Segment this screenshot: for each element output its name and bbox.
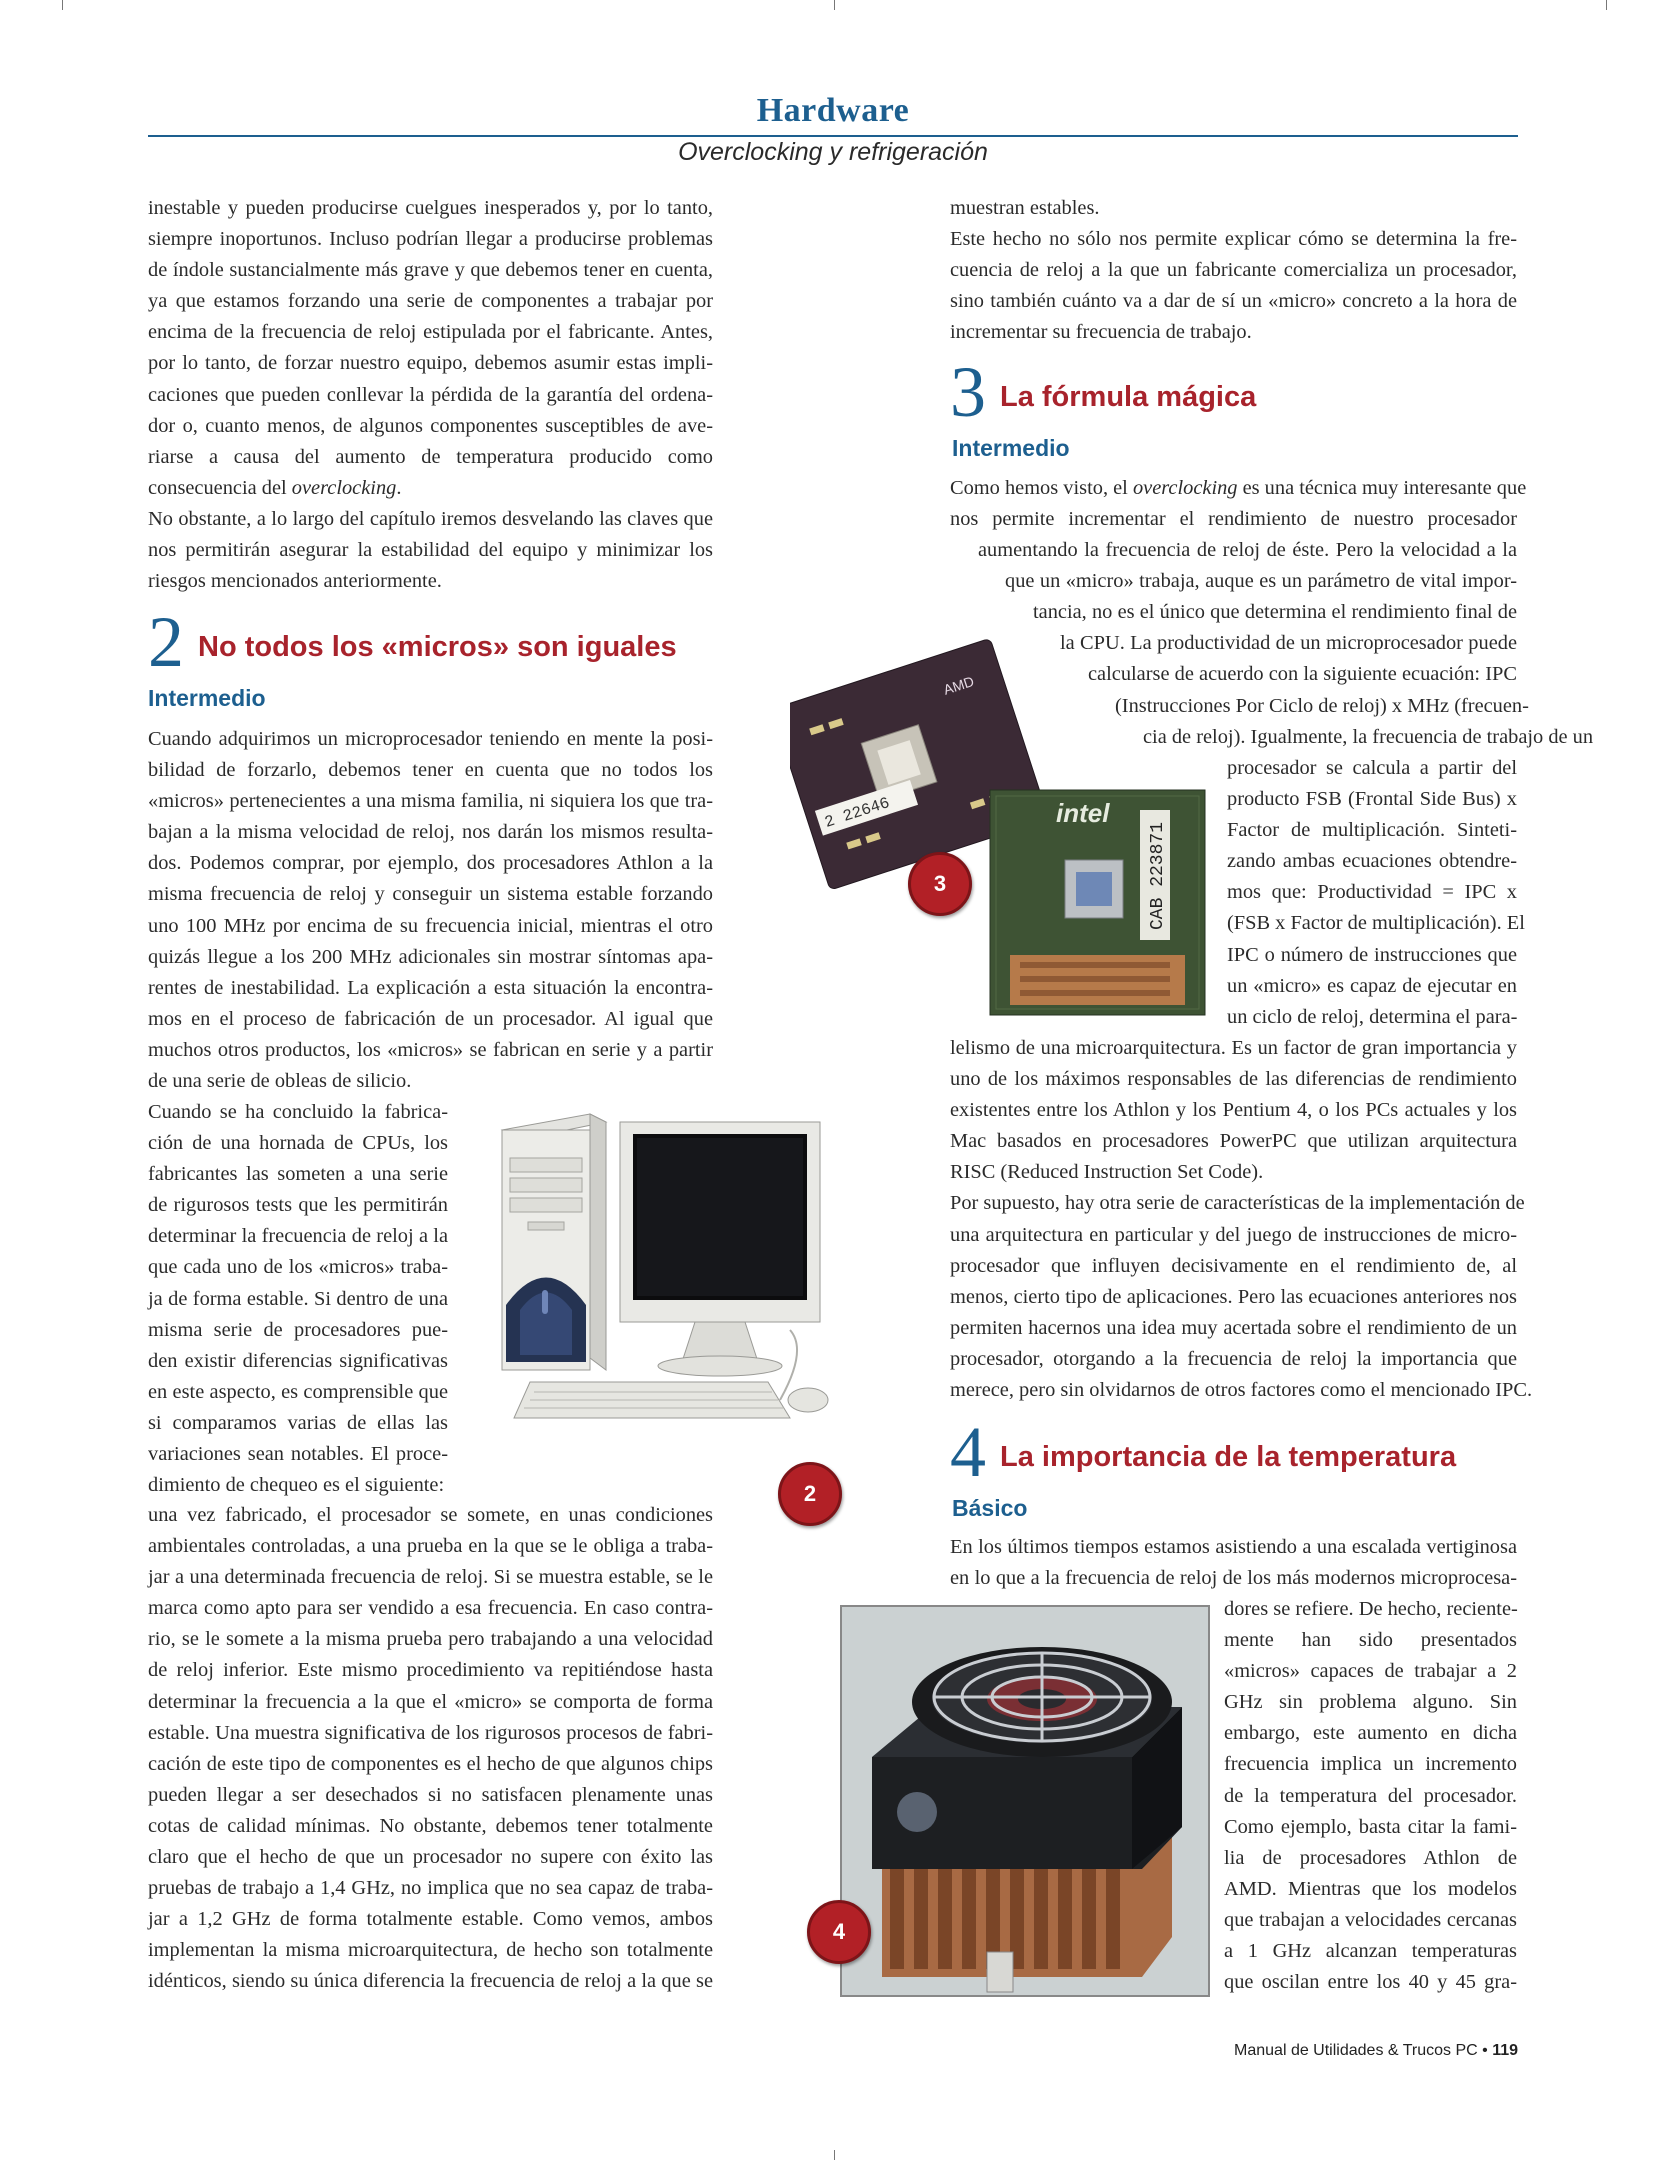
text-line: cación de este tipo de componentes es el hecho de que algunos chips (148, 1752, 713, 1775)
text-line: ya que estamos forzando una serie de componentes a trabajar por (148, 290, 713, 313)
text-line: determinar la frecuencia de reloj a la (148, 1225, 448, 1248)
text-line: dor o, cuanto menos, de algunos componentes susceptibles de ave- (148, 414, 713, 437)
text-line: jar a una determinada frecuencia de reloj. Si se muestra estable, se le (148, 1566, 713, 1589)
text-line: mente han sido presentados (1224, 1629, 1517, 1652)
text-line: Cuando se ha concluido la fabrica- (148, 1101, 448, 1123)
text-line: cuencia de reloj a la que un fabricante comercializa un procesador, (950, 259, 1517, 282)
text-line: consecuencia del overclocking. (148, 476, 402, 499)
text-line: que oscilan entre los 40 y 45 gra- (1224, 1971, 1517, 1994)
section-4-narrow (1224, 1594, 1517, 1998)
text-line: riesgos mencionados anteriormente. (148, 570, 442, 593)
text-line: Cuando adquirimos un microprocesador teniendo en mente la posi- (148, 728, 713, 750)
chip-brand-amd: AMD (941, 672, 976, 698)
text-line: Mac basados en procesadores PowerPC que utilizan arquitectura (950, 1130, 1517, 1153)
section-subtitle: Overclocking y refrigeración (678, 138, 988, 166)
chip-brand-intel: intel (1056, 798, 1110, 828)
text-line: mos en el proceso de fabricación de un procesador. Al igual que (148, 1007, 713, 1030)
text-line: embargo, este aumento en dicha (1224, 1722, 1517, 1745)
text-line: GHz sin problema alguno. Sin (1224, 1691, 1517, 1714)
section-3-wrap (0, 504, 1594, 753)
text-line: dores se refiere. De hecho, reciente- (1224, 1598, 1518, 1620)
chip-serial: CAB 223871 (1148, 821, 1168, 930)
text-line: nos permite incrementar el rendimiento de nuestro procesador (950, 508, 1517, 530)
text-line: IPC o número de instrucciones que (1227, 943, 1517, 966)
section-4-body (950, 1532, 1517, 1594)
text-line: pruebas de trabajo a 1,4 GHz, no implica que no sea capaz de traba- (148, 1877, 713, 1900)
text-line: riarse a causa del aumento de temperatura producido como (148, 445, 713, 468)
crop-mark (62, 0, 63, 10)
text-line: menos, cierto tipo de aplicaciones. Pero las ecuaciones anteriores nos (950, 1285, 1517, 1308)
text-line: la CPU. La productividad de un microprocesador puede (1060, 632, 1517, 655)
text-line: procesador se calcula a partir del (1227, 757, 1517, 779)
text-line: si comparamos varias de ellas las (148, 1411, 448, 1434)
text-line: misma serie de procesadores pue- (148, 1318, 448, 1341)
text-line: determinar la frecuencia a la que el «micro» se comporta de forma (148, 1690, 713, 1713)
section-title: La importancia de la temperatura (1000, 1441, 1457, 1473)
section-3-narrow (1227, 753, 1525, 1033)
text-line: encima de la frecuencia de reloj estipulada por el fabricante. Antes, (148, 321, 713, 344)
text-line: rentes de inestabilidad. La explicación a esta situación la encontra- (148, 976, 713, 999)
text-line: (FSB x Factor de multiplicación). El (1227, 912, 1525, 935)
processors-illustration (790, 600, 1220, 1020)
text-line: calcularse de acuerdo con la siguiente ecuación: IPC (1088, 663, 1517, 686)
text-line: En los últimos tiempos estamos asistiendo a una escalada vertiginosa (950, 1536, 1517, 1558)
figure-badge-4: 4 (807, 1900, 871, 1964)
figure-processors (790, 600, 1220, 1020)
text-line: bajan a la misma velocidad de reloj, nos darán los mismos resulta- (148, 821, 713, 844)
difficulty-level: Básico (952, 1495, 1028, 1521)
text-line: dos. Podemos comprar, por ejemplo, dos procesadores Athlon a la (148, 852, 713, 875)
section-title: La fórmula mágica (1000, 381, 1257, 413)
text-line: pueden llegar a ser desechados si no satisfacen plenamente unas (148, 1783, 713, 1806)
figure-badge-2: 2 (778, 1462, 842, 1526)
text-line: una arquitectura en particular y del juego de instrucciones de micro- (950, 1223, 1517, 1246)
section-number: 4 (950, 1412, 986, 1492)
section-3-heading (950, 352, 1257, 432)
cpu-cooler-illustration (842, 1607, 1208, 1995)
section-2-body (148, 724, 713, 1097)
text-line: siempre inoportunos. Incluso podrían llegar a producirse problemas (148, 228, 713, 251)
text-line: uno de los máximos responsables de las diferencias de rendimiento (950, 1068, 1517, 1091)
text-line: de una serie de obleas de silicio. (148, 1070, 412, 1093)
text-line: rio, se le somete a la misma prueba pero trabajando a una velocidad (148, 1628, 713, 1651)
chip-serial: 2 22646 (822, 793, 892, 832)
section-4-heading (950, 1412, 1457, 1492)
text-line: una vez fabricado, el procesador se somete, en unas condiciones (148, 1504, 713, 1526)
section-3-first-line (950, 473, 1527, 504)
text-line: de índole sustancialmente más grave y que debemos tener en cuenta, (148, 259, 713, 282)
text-line: que un «micro» trabaja, auque es un parámetro de vital impor- (1005, 570, 1517, 593)
text-line: Como ejemplo, basta citar la fami- (1224, 1815, 1517, 1838)
text-line: sino también cuánto va a dar de sí un «micro» concreto a la hora de (950, 290, 1517, 313)
text-line: Por supuesto, hay otra serie de características de la implementación de (950, 1192, 1525, 1215)
text-line: Factor de multiplicación. Sinteti- (1227, 819, 1517, 842)
text-line: caciones que pueden conllevar la pérdida de la garantía del ordena- (148, 383, 713, 406)
text-line: (Instrucciones Por Ciclo de reloj) x MHz (frecuen- (1115, 694, 1529, 717)
section-2-body-cont (148, 1500, 713, 1998)
crop-mark (834, 2150, 835, 2160)
section-3-body (950, 1033, 1533, 1406)
text-line: en este aspecto, es comprensible que (148, 1380, 448, 1403)
text-line: claro que el hecho de que un procesador no supere con éxito las (148, 1846, 713, 1869)
text-line: un ciclo de reloj, determina el para- (1227, 1005, 1518, 1028)
difficulty-level: Intermedio (952, 435, 1070, 461)
text-line: permiten hacernos una idea muy acertada sobre el rendimiento de un (950, 1316, 1517, 1339)
difficulty-level: Intermedio (148, 685, 266, 711)
text-line: procesador, otorgando a la frecuencia de reloj la importancia que (950, 1347, 1517, 1370)
text-line: ción de una hornada de CPUs, los (148, 1132, 448, 1155)
text-line: ambientales controladas, a una prueba en la que se le obliga a traba- (148, 1535, 713, 1558)
text-line: AMD. Mientras que los modelos (1224, 1877, 1517, 1900)
text-line: producto FSB (Frontal Side Bus) x (1227, 788, 1517, 811)
text-line: procesador que influyen decisivamente en el rendimiento de, al (950, 1254, 1517, 1277)
text-line: que cada uno de los «micros» traba- (148, 1256, 448, 1279)
text-line: un «micro» es capaz de ejecutar en (1227, 974, 1517, 997)
text-line: a 1 GHz alcanzan temperaturas (1224, 1940, 1517, 1963)
text-line: den existir diferencias significativas (148, 1349, 448, 1372)
text-line: idénticos, siendo su única diferencia la frecuencia de reloj a la que se (148, 1970, 713, 1993)
text-line: bilidad de forzarlo, debemos tener en cuenta que no todos los (148, 759, 713, 782)
text-line: lia de procesadores Athlon de (1224, 1846, 1517, 1869)
figure-badge-3: 3 (908, 852, 972, 916)
text-line: zando ambas ecuaciones obtendre- (1227, 850, 1517, 873)
text-line: cotas de calidad mínimas. No obstante, debemos tener totalmente (148, 1814, 713, 1837)
text-line: frecuencia implica un incremento (1224, 1753, 1517, 1776)
text-line: jar a 1,2 GHz de forma totalmente estable. Como vemos, ambos (148, 1908, 713, 1931)
figure-cpu-cooler (840, 1605, 1210, 1997)
text-line: RISC (Reduced Instruction Set Code). (950, 1161, 1264, 1184)
page-number: 119 (1492, 2042, 1518, 2059)
text-line: cia de reloj). Igualmente, la frecuencia de trabajo de un (1143, 725, 1594, 748)
text-line: de la temperatura del procesador. (1224, 1784, 1517, 1807)
text-line: Como hemos visto, el overclocking es una técnica muy interesante que (950, 477, 1527, 499)
text-line: merece, pero sin olvidarnos de otros factores como el mencionado IPC. (950, 1379, 1533, 1402)
text-line: tancia, no es el único que determina el rendimiento final de (1033, 601, 1517, 624)
text-line: Este hecho no sólo nos permite explicar cómo se determina la fre- (950, 228, 1517, 251)
text-line: existentes entre los Athlon y los Pentium 4, o los PCs actuales y los (950, 1099, 1517, 1122)
text-line: muchos otros productos, los «micros» se fabrican en serie y a partir (148, 1038, 713, 1061)
text-line: marca como apto para ser vendido a esa frecuencia. En caso contra- (148, 1597, 713, 1620)
header-rule (148, 135, 1518, 137)
section-2-narrow (148, 1097, 448, 1501)
text-line: incrementar su frecuencia de trabajo. (950, 321, 1252, 344)
text-line: mos que: Productividad = IPC x (1227, 881, 1517, 904)
footer-title: Manual de Utilidades & Trucos PC • (1234, 2042, 1493, 2059)
text-line: misma frecuencia de reloj y conseguir un sistema estable forzando (148, 883, 713, 906)
text-line: fabricantes las someten a una serie (148, 1163, 448, 1186)
section-number: 3 (950, 352, 986, 432)
text-line: de reloj inferior. Este mismo procedimiento va repitiéndose hasta (148, 1659, 713, 1682)
text-line: quizás llegue a los 200 MHz adicionales sin mostrar síntomas apa- (148, 945, 713, 968)
text-line: aumentando la frecuencia de reloj de éste. Pero la velocidad a la (978, 539, 1517, 562)
text-line: dimiento de chequeo es el siguiente: (148, 1474, 445, 1497)
text-line: «micros» capaces de trabajar a 2 (1224, 1660, 1517, 1683)
text-line: No obstante, a lo largo del capítulo iremos desvelando las claves que (148, 507, 713, 530)
text-line: lelismo de una microarquitectura. Es un factor de gran importancia y (950, 1037, 1517, 1059)
text-line: ja de forma estable. Si dentro de una (148, 1287, 448, 1310)
right-intro (950, 193, 1517, 348)
text-line: de rigurosos tests que les permitirán (148, 1194, 448, 1217)
text-line: implementan la misma microarquitectura, de hecho son totalmente (148, 1939, 713, 1962)
page-footer (1234, 2042, 1518, 2060)
text-line: que trabajan a velocidades cercanas (1224, 1908, 1517, 1931)
text-line: por lo tanto, de forzar nuestro equipo, debemos asumir estas impli- (148, 352, 713, 375)
text-line: nos permitirán asegurar la estabilidad del equipo y minimizar los (148, 539, 713, 562)
text-line: muestran estables. (950, 197, 1100, 219)
desktop-pc-illustration (490, 1100, 855, 1440)
text-line: variaciones sean notables. El proce- (148, 1443, 448, 1466)
figure-desktop-pc (490, 1100, 855, 1440)
section-header: Hardware (756, 92, 910, 129)
crop-mark (1606, 0, 1607, 10)
text-line: estable. Una muestra significativa de los rigurosos procesos de fabri- (148, 1721, 713, 1744)
crop-mark (834, 0, 835, 10)
text-line: «micros» pertenecientes a una misma familia, ni siquiera los que tra- (148, 790, 713, 813)
text-line: inestable y pueden producirse cuelgues inesperados y, por lo tanto, (148, 197, 713, 219)
text-line: uno 100 MHz por encima de su frecuencia inicial, mientras el otro (148, 914, 713, 937)
text-line: en lo que a la frecuencia de reloj de los más modernos microprocesa- (950, 1567, 1517, 1590)
section-number: 2 (148, 602, 184, 682)
section-title: No todos los «micros» son iguales (198, 631, 677, 663)
